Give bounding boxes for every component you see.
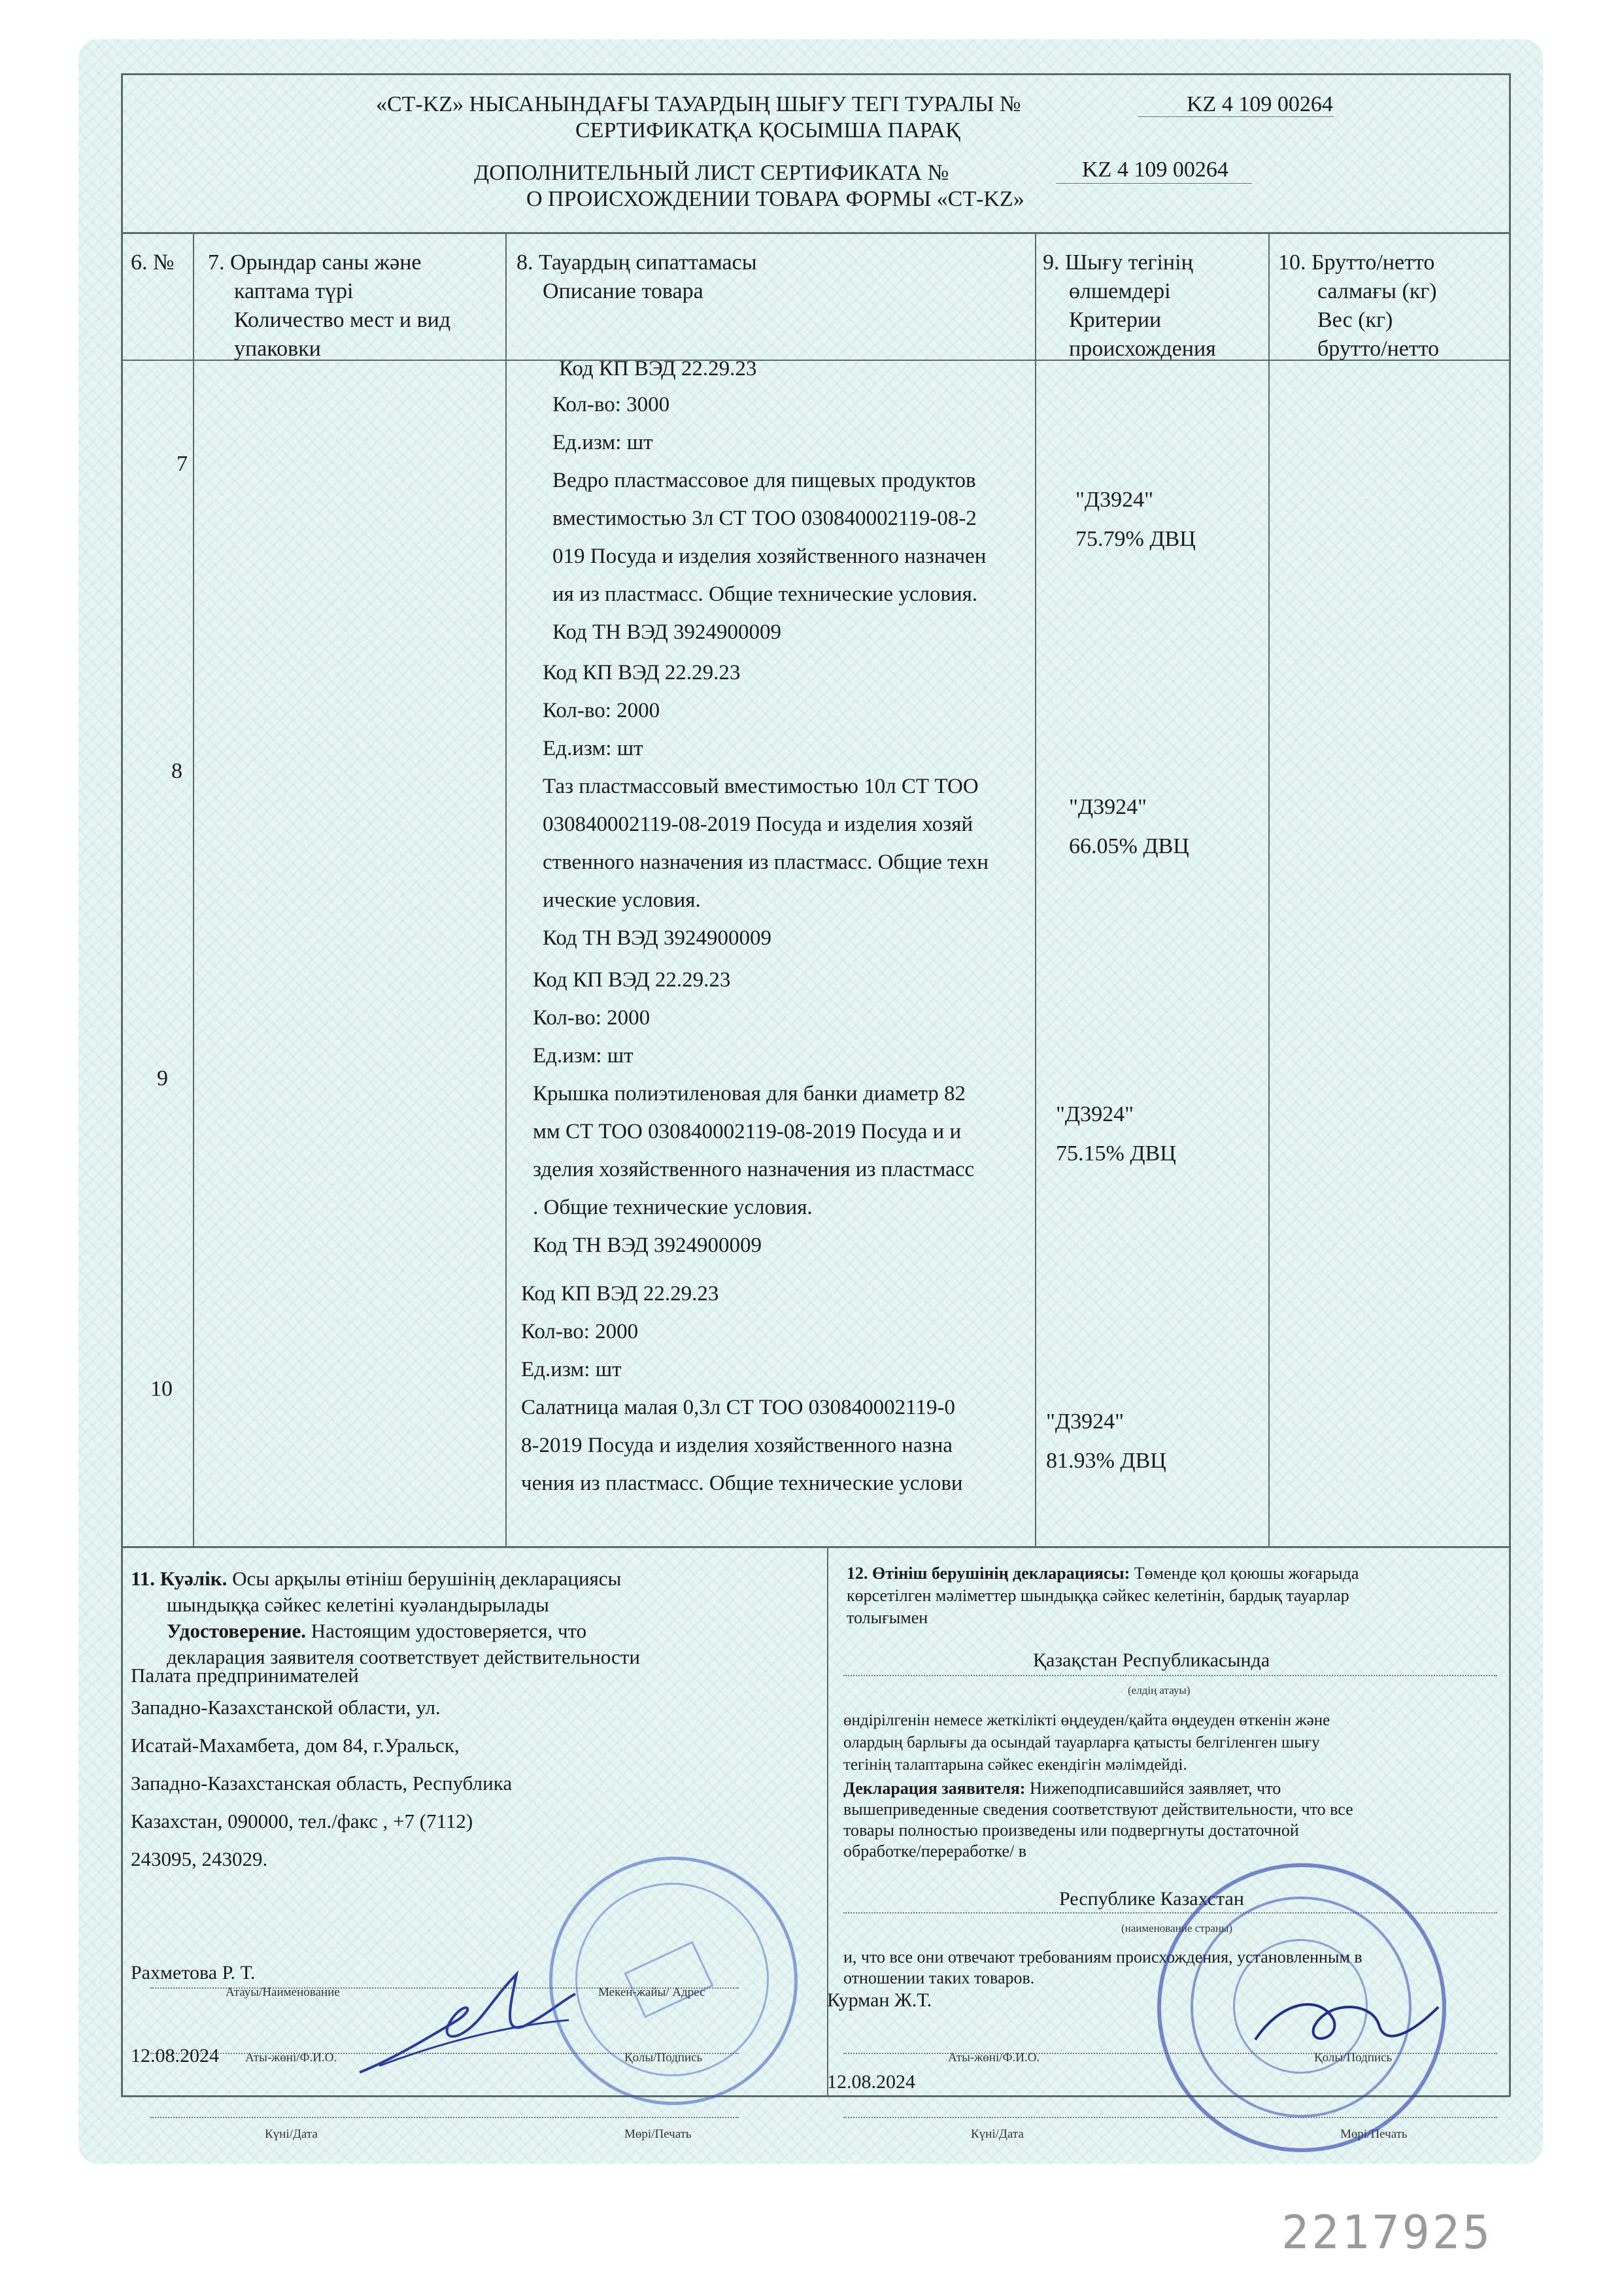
- col-header-packages: 7. Орындар саны және каптама түрі Количество мест и вид упаковки: [208, 250, 451, 361]
- title-kz: «СТ-KZ» НЫСАНЫНДАҒЫ ТАУАРДЫҢ ШЫҒУ ТЕГІ ТУРАЛЫ №: [376, 92, 1021, 116]
- country-caption: (елдің атауы): [1128, 1684, 1191, 1696]
- certificate-number-ru: KZ 4 109 00264: [1082, 158, 1228, 182]
- seal-caption-12: Мөрі/Печать: [1340, 2127, 1408, 2141]
- country-ru: Республике Казахстан: [1059, 1888, 1244, 1910]
- box11-person: Рахметова Р. Т.: [131, 1962, 256, 1983]
- certificate-number-kz: KZ 4 109 00264: [1187, 92, 1333, 116]
- row-7-description: Кол-во: 3000 Ед.изм: шт Ведро пластмассовое для пищевых продуктов вместимостью 3л СТ ТОО 030840002119-08-2 019 Посуда и изделия хозяйственного назначен ия из пластмасс. Общие технические условия. Код ТН ВЭД 3924900009: [552, 393, 987, 644]
- row-10-criteria-code: "Д3924": [1046, 1409, 1124, 1434]
- row-8-criteria-percent: 66.05% ДВЦ: [1069, 834, 1189, 858]
- country-kz: Қазақстан Республикасында: [1033, 1649, 1270, 1671]
- serial-number: 2217925: [1281, 2206, 1493, 2259]
- row-7-criteria-code: "Д3924": [1075, 488, 1153, 512]
- box12-declaration-ru: Декларация заявителя: Нижеподписавшийся заявляет, что вышеприведенные сведения соответствуют действительности, что все товары полностью произведены или подвергнуты достаточной обработке/переработке/ в: [843, 1779, 1353, 1861]
- box11-address: Палата предпринимателей Западно-Казахстанской области, ул. Исатай-Махамбета, дом 84, г.Уральск, Западно-Казахстанская область, Республика Казахстан, 090000, тел./факс , +7 (7112) 243095, 243029.: [131, 1664, 513, 1870]
- col-header-weight: 10. Брутто/нетто салмағы (кг) Вес (кг) брутто/нетто: [1278, 250, 1440, 361]
- row-9-description: Код КП ВЭД 22.29.23 Кол-во: 2000 Ед.изм: шт Крышка полиэтиленовая для банки диаметр 82 мм СТ ТОО 030840002119-08-2019 Посуда и и зделия хозяйственного назначения из пластмасс . Общие технические условия. Код ТН ВЭД 3924900009: [533, 968, 975, 1257]
- signature-right: [1242, 1961, 1451, 2072]
- row-7-criteria-percent: 75.79% ДВЦ: [1075, 527, 1196, 551]
- subtitle-kz: СЕРТИФИКАТҚА ҚОСЫМША ПАРАҚ: [575, 118, 960, 143]
- fio-caption: Аты-жөні/Ф.И.О.: [245, 2051, 337, 2065]
- country-ru-caption: (наименование страны): [1121, 1922, 1233, 1934]
- box12-body-kz: өндірілгенін немесе жеткілікті өңдеуден/қайта өңдеуден өткенін және олардың барлығы да осындай тауарларға қатысты белгіленген шығу тегінің талаптарына сәйкес екендігін мәлімдейді.: [843, 1712, 1330, 1774]
- seal-left-icon: [549, 1857, 798, 2105]
- box12-date: 12.08.2024: [827, 2071, 915, 2093]
- row-10-criteria-percent: 81.93% ДВЦ: [1046, 1449, 1166, 1473]
- date-caption-12: Күні/Дата: [971, 2127, 1024, 2141]
- row-top-line: Код КП ВЭД 22.29.23: [559, 357, 757, 380]
- col-header-criteria: 9. Шығу тегінің өлшемдері Критерии происхождения: [1043, 250, 1216, 361]
- row-number: 9: [157, 1066, 168, 1090]
- row-10-description: Код КП ВЭД 22.29.23 Кол-во: 2000 Ед.изм: шт Салатница малая 0,3л СТ ТОО 030840002119-0 8-2019 Посуда и изделия хозяйственного назна чения из пластмасс. Общие технические услови: [521, 1282, 963, 1495]
- col-header-description: 8. Тауардың сипаттамасы Описание товара: [516, 250, 757, 303]
- box12-declaration-kz: 12. Өтініш берушінің декларациясы: Төменде қол қоюшы жоғарыда көрсетілген мәліметтер шындыққа сәйкес келетінін, бардық тауарлар толығымен: [847, 1564, 1359, 1627]
- address-caption: Мекен-жайы/ Адрес: [598, 1985, 705, 1999]
- date-caption: Күні/Дата: [265, 2127, 318, 2141]
- row-8-criteria-code: "Д3924": [1069, 795, 1147, 819]
- row-9-criteria-code: "Д3924": [1056, 1102, 1134, 1126]
- subtitle-ru: О ПРОИСХОЖДЕНИИ ТОВАРА ФОРМЫ «СТ-KZ»: [526, 187, 1024, 211]
- box11-date: 12.08.2024: [131, 2045, 219, 2066]
- row-9-criteria-percent: 75.15% ДВЦ: [1056, 1141, 1176, 1166]
- fio-caption-12: Аты-жөні/Ф.И.О.: [948, 2051, 1040, 2065]
- seal-caption: Мөрі/Печать: [624, 2127, 692, 2141]
- row-number: 8: [171, 759, 182, 783]
- name-caption: Атауы/Наименование: [226, 1985, 340, 1999]
- col-header-number: 6. №: [131, 250, 175, 275]
- row-number: 7: [177, 452, 188, 476]
- title-ru: ДОПОЛНИТЕЛЬНЫЙ ЛИСТ СЕРТИФИКАТА №: [474, 161, 949, 185]
- box12-person: Курман Ж.Т.: [827, 1989, 932, 2011]
- row-number: 10: [150, 1377, 173, 1401]
- box11-certification: 11. Куәлік. Осы арқылы өтініш берушінің декларациясы шындыққа сәйкес келетіні куәландырылады Удостоверение. Настоящим удостоверяется, что декларация заявителя соответствует действительности: [131, 1567, 640, 1668]
- sign-caption-12: Қолы/Подпись: [1314, 2051, 1393, 2065]
- sign-caption: Қолы/Подпись: [624, 2051, 703, 2065]
- row-8-description: Код КП ВЭД 22.29.23 Кол-во: 2000 Ед.изм: шт Таз пластмассовый вместимостью 10л СТ ТОО 030840002119-08-2019 Посуда и изделия хозяй ственного назначения из пластмасс. Общие техн ические условия. Код ТН ВЭД 3924900009: [543, 661, 989, 950]
- box12-tail: и, что все они отвечают требованиям происхождения, установленным в отношении таких товаров.: [843, 1948, 1362, 1987]
